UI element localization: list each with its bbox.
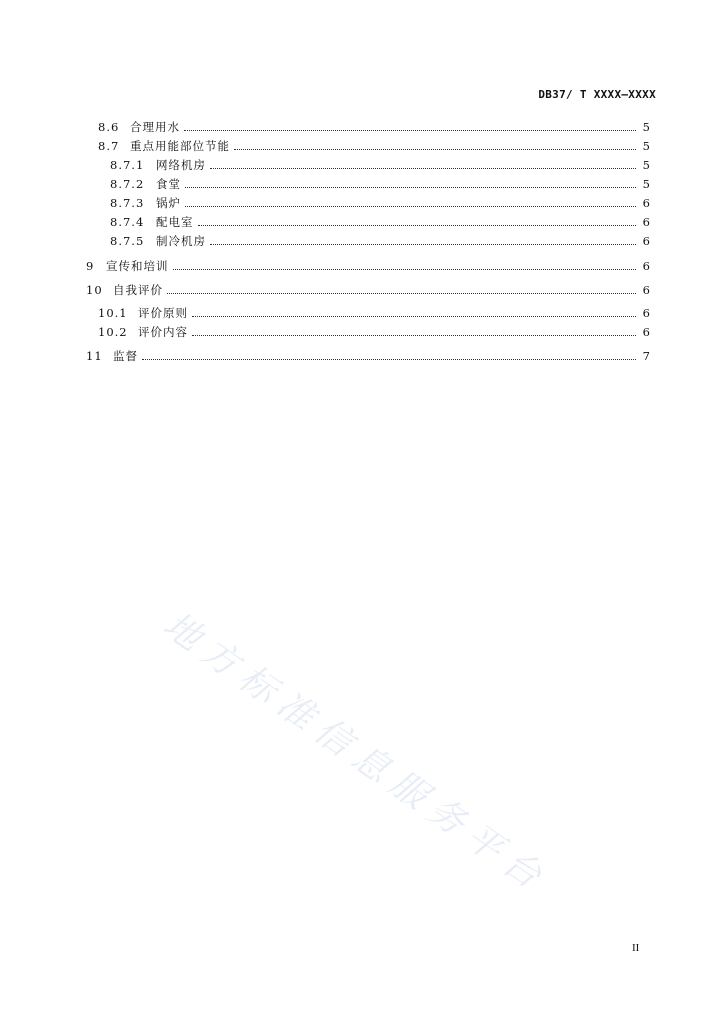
toc-entry-10-2[interactable]: [0, 321, 724, 339]
toc-entry-8-6[interactable]: [0, 116, 724, 134]
toc-number: 10.2: [98, 325, 128, 339]
toc-number: 8.7.3: [110, 196, 145, 210]
leader-dots: [210, 168, 636, 169]
toc-title: 重点用能部位节能: [130, 139, 230, 153]
toc-number: 8.7.5: [110, 234, 145, 248]
toc-page-number: 6: [642, 325, 650, 339]
toc-title: 网络机房: [156, 158, 206, 172]
toc-number: 10: [86, 283, 103, 297]
toc-page-number: 6: [642, 196, 650, 210]
leader-dots: [210, 244, 636, 245]
toc-title: 宣传和培训: [106, 259, 169, 273]
toc-number: 11: [86, 349, 103, 363]
toc-number: 8.7.4: [110, 215, 145, 229]
leader-dots: [185, 206, 636, 207]
toc-entry-8-7[interactable]: [0, 135, 724, 153]
toc-page-number: 6: [642, 234, 650, 248]
leader-dots: [142, 359, 636, 360]
leader-dots: [167, 293, 636, 294]
toc-page-number: 7: [642, 349, 650, 363]
leader-dots: [184, 130, 636, 131]
toc-page-number: 5: [642, 139, 650, 153]
toc-page-number: 5: [642, 158, 650, 172]
toc-title: 评价原则: [138, 306, 188, 320]
toc-number: 8.7.2: [110, 177, 145, 191]
toc-title: 评价内容: [138, 325, 188, 339]
toc-entry-10[interactable]: [0, 279, 724, 297]
toc-page-number: 6: [642, 215, 650, 229]
toc-number: 8.6: [98, 120, 120, 134]
toc-page-number: 6: [642, 306, 650, 320]
toc-number: 8.7: [98, 139, 120, 153]
toc-entry-11[interactable]: [0, 345, 724, 363]
leader-dots: [234, 149, 636, 150]
toc-page-number: 5: [642, 120, 650, 134]
toc-entry-8-7-3[interactable]: [0, 192, 724, 210]
toc-title: 自我评价: [113, 283, 163, 297]
toc-title: 食堂: [156, 177, 181, 191]
toc-entry-8-7-5[interactable]: [0, 230, 724, 248]
toc-page-number: 5: [642, 177, 650, 191]
toc-page-number: 6: [642, 259, 650, 273]
toc-title: 配电室: [156, 215, 194, 229]
leader-dots: [192, 316, 636, 317]
leader-dots: [192, 335, 636, 336]
toc-title: 监督: [113, 349, 138, 363]
toc-title: 合理用水: [130, 120, 180, 134]
toc-title: 制冷机房: [156, 234, 206, 248]
toc-entry-10-1[interactable]: [0, 302, 724, 320]
leader-dots: [198, 225, 637, 226]
document-id-header: DB37/ T XXXX—XXXX: [538, 88, 656, 101]
watermark: 地方标准信息服务平台: [155, 604, 557, 902]
toc-number: 9: [86, 259, 95, 273]
page-number-footer: II: [632, 942, 640, 954]
toc-entry-9[interactable]: [0, 255, 724, 273]
toc-entry-8-7-4[interactable]: [0, 211, 724, 229]
leader-dots: [185, 187, 636, 188]
toc-page-number: 6: [642, 283, 650, 297]
toc-entry-8-7-2[interactable]: [0, 173, 724, 191]
leader-dots: [173, 269, 637, 270]
toc-number: 10.1: [98, 306, 128, 320]
toc-title: 锅炉: [156, 196, 181, 210]
toc-number: 8.7.1: [110, 158, 145, 172]
toc-entry-8-7-1[interactable]: [0, 154, 724, 172]
